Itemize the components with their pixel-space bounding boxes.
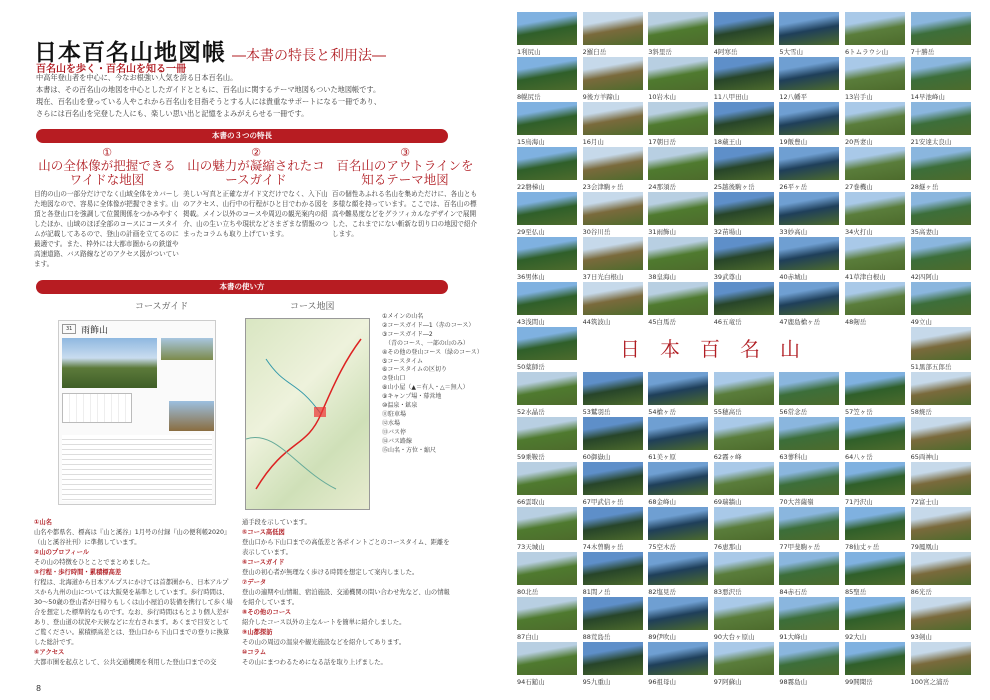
mountain-photo xyxy=(517,147,577,180)
mountain-photo xyxy=(911,282,971,315)
mountain-label: 54槍ヶ岳 xyxy=(648,408,676,416)
legend-item: （青のコース、一部の山のみ） xyxy=(382,339,469,347)
mountain-label: 52水晶岳 xyxy=(517,408,545,416)
mountain-label: 9後方羊蹄山 xyxy=(582,93,620,101)
mountain-photo xyxy=(779,642,839,675)
mountain-photo xyxy=(648,12,708,45)
mountain-photo xyxy=(714,102,774,135)
note-heading: ⑩コラム xyxy=(242,649,267,656)
mountain-label: 68金峰山 xyxy=(648,498,676,506)
mountain-photo xyxy=(583,642,643,675)
mountain-photo xyxy=(517,372,577,405)
sample-photo-small xyxy=(169,401,214,431)
mountain-photo xyxy=(779,12,839,45)
mountain-photo xyxy=(583,102,643,135)
sample-photo-small xyxy=(161,338,213,360)
mountain-photo xyxy=(714,57,774,90)
legend-item: ⑫水場 xyxy=(382,419,401,427)
mountain-photo xyxy=(517,237,577,270)
mountain-label: 99開聞岳 xyxy=(845,678,873,686)
mountain-photo xyxy=(517,552,577,585)
lead-text xyxy=(36,72,476,120)
mountain-label: 40赤城山 xyxy=(779,273,808,281)
mountain-label: 48剱岳 xyxy=(845,318,867,326)
mountain-label: 62霧ヶ峰 xyxy=(713,453,742,461)
mountain-photo xyxy=(779,57,839,90)
mountain-label: 24那須岳 xyxy=(648,183,676,191)
title-text: 日本百名山地図帳 xyxy=(34,40,226,66)
mountain-photo xyxy=(779,282,839,315)
mountain-label: 65両神山 xyxy=(910,453,939,461)
mountain-label: 15鳥海山 xyxy=(517,138,545,146)
mountain-photo xyxy=(583,282,643,315)
mountain-label: 57笠ヶ岳 xyxy=(845,408,873,416)
mountain-photo xyxy=(714,192,774,225)
legend-item: ⑪駐車場 xyxy=(382,410,407,418)
mountain-photo xyxy=(911,12,971,45)
note-heading: ③行程・歩行時間・累積標高差 xyxy=(34,569,122,576)
note-text: 紹介したコース以外の主なルートを簡単に紹介しました。 xyxy=(242,619,406,626)
mountain-label: 98霧島山 xyxy=(779,678,808,686)
mountain-label: 74木曽駒ヶ岳 xyxy=(582,543,624,551)
lead-line: 現在、百名山を登っている人やこれから百名山を目指そうとする人には貴重なサポートになる一冊であり、 xyxy=(36,97,382,106)
mountain-label: 56常念岳 xyxy=(779,408,808,416)
mountain-label: 79鳳凰山 xyxy=(910,543,939,551)
sample-text-block xyxy=(62,435,212,501)
feature-text: 百の個性あふれる名山を集めただけに、各山とも多様な顔を持っています。ここでは、百名山の標高や難易度などをグラフィカルなデザインで展開した、これまでにない斬新な切り口の地図で紹介します。 xyxy=(332,190,478,238)
mountain-label: 27巻機山 xyxy=(845,183,873,191)
feature-text: 美しい写真と正確なガイド文だけでなく、入下山のアクセス、山行中の行程がひと目でわかる図を掲載。メイン以外のコースや周辺の観光案内の紹介、山の生い立ちや現状などさまざまな情報のつまったコラムも取り上げています。 xyxy=(183,190,329,238)
legend-item: ⑨キャンプ場・幕営地 xyxy=(382,393,442,401)
mountain-photo xyxy=(517,102,577,135)
mountain-label: 83悪沢岳 xyxy=(713,588,742,596)
mountain-label: 63蓼科山 xyxy=(779,453,808,461)
notes-right xyxy=(242,518,452,668)
mountain-photo xyxy=(648,597,708,630)
mountain-photo xyxy=(648,417,708,450)
mountain-label: 37日光白根山 xyxy=(582,273,624,281)
mountain-label: 80北岳 xyxy=(517,588,539,596)
mountain-label: 22磐梯山 xyxy=(517,183,545,191)
mountain-label: 72富士山 xyxy=(910,498,939,506)
mountain-photo xyxy=(779,552,839,585)
mountain-photo xyxy=(911,597,971,630)
mountain-photo xyxy=(648,462,708,495)
mountain-label: 88荒島岳 xyxy=(582,633,611,641)
course-guide-sample xyxy=(58,320,216,505)
mountain-photo xyxy=(845,552,905,585)
mountain-label: 89伊吹山 xyxy=(648,633,676,641)
mountain-photo xyxy=(714,237,774,270)
mountain-label: 100宮之浦岳 xyxy=(910,678,950,686)
legend-item: ①メインの山名 xyxy=(382,313,424,320)
mountain-photo xyxy=(714,597,774,630)
mountain-label: 78仙丈ヶ岳 xyxy=(845,543,880,551)
usage-bar: 本書の使い方 xyxy=(36,280,448,294)
mountain-photo xyxy=(648,552,708,585)
mountain-photo xyxy=(779,417,839,450)
mountain-photo xyxy=(517,417,577,450)
mountain-photo xyxy=(648,507,708,540)
note-heading: ②山のプロフィール xyxy=(34,549,90,556)
feature-heading: 山の全体像が把握できるワイドな地図 xyxy=(38,158,176,187)
mountain-photo xyxy=(583,597,643,630)
note-text: 大都市圏を起点として、公共交通機関を利用した登山口までの交 xyxy=(34,659,217,666)
mountain-photo xyxy=(517,507,577,540)
feature-1 xyxy=(34,146,180,269)
note-heading: ⑦データ xyxy=(242,579,267,586)
mountain-label: 49立山 xyxy=(910,318,932,326)
mountain-photo xyxy=(845,192,905,225)
mountain-photo xyxy=(779,507,839,540)
sample-mountain-name: 雨飾山 xyxy=(81,326,109,336)
note-heading: ①山名 xyxy=(34,519,52,526)
legend-item: ⑭バス路線 xyxy=(382,437,413,445)
mountain-label: 42四阿山 xyxy=(910,273,939,281)
note-heading: ④アクセス xyxy=(34,649,65,656)
sample-number: 31 xyxy=(62,324,76,334)
mountain-photo xyxy=(845,57,905,90)
mountain-label: 38皇海山 xyxy=(648,273,676,281)
mountain-photo xyxy=(714,282,774,315)
mountain-label: 19飯豊山 xyxy=(779,138,808,146)
legend-item: ⑩温泉・鉱泉 xyxy=(382,402,418,410)
mountain-label: 30谷川岳 xyxy=(582,228,611,236)
page-subtitle: ―本書の特長と利用法― xyxy=(232,48,386,64)
mountain-photo xyxy=(911,417,971,450)
mountain-photo xyxy=(583,192,643,225)
mountain-photo xyxy=(911,327,971,360)
mountain-photo xyxy=(583,12,643,45)
note-heading: ⑧その他のコース xyxy=(242,609,292,616)
mountain-label: 18蔵王山 xyxy=(713,138,742,146)
mountain-label: 23会津駒ヶ岳 xyxy=(582,183,624,191)
legend-item: ⑬バス停 xyxy=(382,428,407,436)
mountain-label: 2羅臼岳 xyxy=(582,48,607,56)
mountain-photo xyxy=(648,282,708,315)
mountain-photo xyxy=(911,237,971,270)
mountain-label: 28燧ヶ岳 xyxy=(910,183,939,191)
course-guide-label: コースガイド xyxy=(135,302,189,312)
mountain-label: 92大山 xyxy=(845,633,867,641)
mountain-photo xyxy=(779,102,839,135)
feature-number: ③ xyxy=(400,146,410,159)
lead-line: さらには百名山を完登した人にも、楽しい思い出と記憶をよみがえらせる一冊です。 xyxy=(36,109,309,118)
note-text: 行程は、北海道から日本アルプスにかけては首都圏から、日本アルプスから九州の山については大阪発を基準としています。歩行時間は、30～50歳の登山者が日帰りもしくは山小屋泊の装備を携行して歩く場合を想定した標準的なものです。なお、歩行時間はもとより個人差があり、登山道の状況や天候などに左右されます。あくまで目安としてご覧ください。累積標高差とは、登山口から下山口までの登りに換算した総計です。 xyxy=(34,579,233,646)
mountain-photo xyxy=(779,147,839,180)
mountain-label: 26平ヶ岳 xyxy=(779,183,808,191)
mountain-photo xyxy=(845,642,905,675)
mountain-photo xyxy=(714,642,774,675)
mountain-photo xyxy=(648,102,708,135)
mountain-photo xyxy=(845,597,905,630)
mountain-photo xyxy=(845,147,905,180)
mountain-label: 35高妻山 xyxy=(910,228,939,236)
mountain-photo xyxy=(911,642,971,675)
mountain-photo xyxy=(517,462,577,495)
mountain-label: 17朝日岳 xyxy=(648,138,676,146)
mountain-label: 43浅間山 xyxy=(517,318,545,326)
mountain-label: 76恵那山 xyxy=(713,543,742,551)
course-map-sample xyxy=(245,318,370,510)
mountain-photo xyxy=(714,147,774,180)
mountain-label: 45白馬岳 xyxy=(648,318,676,326)
legend-list xyxy=(382,313,492,456)
mountain-label: 70大菩薩嶺 xyxy=(779,498,814,506)
mountain-photo xyxy=(779,597,839,630)
mountain-photo xyxy=(845,372,905,405)
mountain-photo xyxy=(648,147,708,180)
mountain-label: 7十勝岳 xyxy=(910,48,935,56)
mountain-photo xyxy=(583,552,643,585)
note-text: 山名や都県名、標高は『山と溪谷』1月号の付録『山の便利帳2020』（山と溪谷社刊）に準拠しています。 xyxy=(34,529,231,546)
mountain-photo xyxy=(911,552,971,585)
note-heading: ⑤コース高低図 xyxy=(242,529,285,536)
mountain-photo xyxy=(517,57,577,90)
legend-item: ⑦登山口 xyxy=(382,375,406,383)
mountain-photo xyxy=(845,462,905,495)
mountain-photo xyxy=(583,417,643,450)
mountain-photo xyxy=(583,507,643,540)
mountain-label: 8幌尻岳 xyxy=(517,93,541,101)
note-text: 通手段を示しています。 xyxy=(242,519,311,526)
mountain-label: 95九重山 xyxy=(582,678,611,686)
mountain-label: 12八幡平 xyxy=(779,93,808,101)
mountain-photo xyxy=(714,417,774,450)
mountain-photo xyxy=(845,102,905,135)
features-bar: 本書の３つの特長 xyxy=(36,129,448,143)
mountain-photo xyxy=(517,642,577,675)
mountain-label: 4阿寒岳 xyxy=(713,48,738,56)
mountain-label: 53鷲羽岳 xyxy=(582,408,611,416)
mountain-label: 44筑波山 xyxy=(582,318,611,326)
feature-2 xyxy=(183,146,329,239)
mountain-photo xyxy=(714,507,774,540)
mountain-label: 32苗場山 xyxy=(713,228,742,236)
mountain-photo xyxy=(517,282,577,315)
legend-item: ⑤コースタイム xyxy=(382,357,423,365)
mountain-label: 86光岳 xyxy=(910,588,932,596)
course-map-label: コース地図 xyxy=(290,302,335,312)
mountain-label: 39武尊山 xyxy=(713,273,742,281)
mountain-label: 51黒部五郎岳 xyxy=(910,363,952,371)
legend-item: ⑥コースタイムの区切り xyxy=(382,366,447,374)
mountain-label: 6トムラウシ山 xyxy=(845,48,889,56)
mountain-label: 91大峰山 xyxy=(779,633,808,641)
mountain-label: 25越後駒ヶ岳 xyxy=(713,183,755,191)
legend-item: ⑮山名・方位・縮尺 xyxy=(382,446,437,454)
mountain-label: 10岩木山 xyxy=(648,93,676,101)
mountain-photo xyxy=(648,642,708,675)
mountain-label: 46五竜岳 xyxy=(713,318,742,326)
mountain-label: 41草津白根山 xyxy=(845,273,886,281)
legend-item: ⑧山小屋（▲＝有人・△＝無人） xyxy=(382,384,469,392)
mountain-photo xyxy=(911,147,971,180)
mountain-photo xyxy=(911,57,971,90)
page-number: 8 xyxy=(36,684,42,693)
note-heading: ⑥コースガイド xyxy=(242,559,285,566)
mountain-photo xyxy=(583,237,643,270)
note-heading: ⑨山都探訪 xyxy=(242,629,273,636)
mountain-label: 71丹沢山 xyxy=(845,498,873,506)
mountain-photo xyxy=(648,57,708,90)
mountain-photo xyxy=(911,372,971,405)
mountain-photo xyxy=(583,462,643,495)
feature-number: ① xyxy=(102,146,112,159)
note-text: 登山口から下山口までの高低差と各ポイントごとのコースタイム、距離を表示しています。 xyxy=(242,539,450,556)
mountain-photo xyxy=(517,597,577,630)
mountain-label: 90大台ヶ原山 xyxy=(713,633,755,641)
mountain-label: 87白山 xyxy=(517,633,539,641)
mountain-photo xyxy=(517,192,577,225)
mountain-photo xyxy=(583,372,643,405)
mountain-label: 21安達太良山 xyxy=(910,138,952,146)
mountain-label: 50薬師岳 xyxy=(517,363,545,371)
mountain-label: 93剣山 xyxy=(910,633,932,641)
feature-heading: 百名山のアウトラインを知るテーマ地図 xyxy=(336,158,474,187)
mountain-label: 47鹿島槍ヶ岳 xyxy=(779,318,821,326)
mountain-label: 1利尻山 xyxy=(517,48,541,56)
note-text: その山にまつわるためになる話を取り上げました。 xyxy=(242,659,387,666)
mountain-label: 31雨飾山 xyxy=(648,228,676,236)
mountain-photo xyxy=(648,237,708,270)
mountain-photo xyxy=(779,372,839,405)
mountain-photo xyxy=(648,372,708,405)
sample-photo xyxy=(62,338,157,388)
elevation-chart xyxy=(62,393,132,423)
mountain-label: 82塩見岳 xyxy=(648,588,676,596)
mountain-label: 66雲取山 xyxy=(517,498,545,506)
mountain-label: 36男体山 xyxy=(517,273,545,281)
lead-line: 中高年登山者を中心に、今なお根強い人気を誇る日本百名山。 xyxy=(36,73,238,82)
mountain-label: 20吾妻山 xyxy=(845,138,873,146)
mountain-photo xyxy=(779,192,839,225)
mountain-label: 11八甲田山 xyxy=(713,93,749,101)
mountain-label: 13岩手山 xyxy=(845,93,873,101)
mountain-label: 85聖岳 xyxy=(845,588,867,596)
mountain-label: 73天城山 xyxy=(517,543,545,551)
mountain-label: 64八ヶ岳 xyxy=(845,453,873,461)
feature-text: 目的の山の一部分だけでなく山域全体をカバーした地図なので、容易に全体像が把握できます。山頂と各登山口を強調して位置関係をつかみやすくしたほか、山域のほぼ全部のコースにコースタイムが記載してあるので、登山の計画を立てるのに最適です。また、枠外には大都市圏からの鉄道や高速道路、バス路線などのアクセス図がついています。 xyxy=(34,190,180,268)
note-text: 登山の適期や山情報、宿泊施設、交通機関の問い合わせ先など、山の情報を紹介しています。 xyxy=(242,589,450,606)
mountain-label: 16月山 xyxy=(582,138,604,146)
mountain-photo xyxy=(845,12,905,45)
mountain-photo xyxy=(517,327,577,360)
mountain-photo xyxy=(648,192,708,225)
mountain-label: 3斜里岳 xyxy=(648,48,672,56)
feature-number: ② xyxy=(251,146,261,159)
mountain-photo xyxy=(911,507,971,540)
notes-left xyxy=(34,518,234,668)
note-text: 登山の初心者が無理なく歩ける時間を想定して案内しました。 xyxy=(242,569,419,576)
mountain-photo xyxy=(517,12,577,45)
mountain-photo xyxy=(911,102,971,135)
mountain-label: 5大雪山 xyxy=(779,48,804,56)
mountain-label: 75空木岳 xyxy=(648,543,676,551)
mountain-label: 69瑞牆山 xyxy=(713,498,742,506)
map-routes xyxy=(246,319,371,511)
mountain-label: 60御嶽山 xyxy=(582,453,611,461)
mountain-label: 77甲斐駒ヶ岳 xyxy=(779,543,821,551)
mountain-label: 34火打山 xyxy=(845,228,873,236)
center-title: 日本百名山 xyxy=(620,337,820,361)
lead-heading: 百名山を歩く・百名山を知る一冊 xyxy=(36,64,186,75)
mountain-photo xyxy=(779,462,839,495)
legend-item: ③コースガイド―2 xyxy=(382,330,433,338)
mountain-label: 94石鎚山 xyxy=(517,678,545,686)
mountain-photo xyxy=(911,192,971,225)
mountain-label: 81間ノ岳 xyxy=(582,588,611,596)
mountain-label: 97阿蘇山 xyxy=(713,678,742,686)
legend-item: ④その他の登山コース（緑のコース） xyxy=(382,348,483,356)
mountain-photo xyxy=(714,552,774,585)
mountain-photo xyxy=(845,237,905,270)
mountain-label: 33妙高山 xyxy=(779,228,808,236)
mountain-label: 29至仏山 xyxy=(517,228,545,236)
mountain-label: 84赤石岳 xyxy=(779,588,808,596)
mountain-photo xyxy=(845,507,905,540)
legend-item: ②コースガイド―1（赤のコース） xyxy=(382,321,475,329)
mountain-photo xyxy=(714,372,774,405)
mountain-photo xyxy=(714,12,774,45)
mountain-label: 58焼岳 xyxy=(910,408,932,416)
mountain-photo xyxy=(714,462,774,495)
note-text: その山の特徴をひとことでまとめました。 xyxy=(34,559,154,566)
feature-3 xyxy=(332,146,478,239)
note-text: その山の周辺の温泉や観光施設などを紹介してあります。 xyxy=(242,639,406,646)
mountain-photo xyxy=(779,237,839,270)
feature-heading: 山の魅力が凝縮されたコースガイド xyxy=(187,158,325,187)
mountain-photo xyxy=(845,417,905,450)
mountain-label: 96祖母山 xyxy=(648,678,676,686)
mountain-label: 61美ヶ原 xyxy=(648,453,676,461)
mountain-photo xyxy=(583,57,643,90)
mountain-label: 59乗鞍岳 xyxy=(517,453,545,461)
mountain-label: 14早池峰山 xyxy=(910,93,945,101)
mountain-label: 67甲武信ヶ岳 xyxy=(582,498,624,506)
mountain-photo xyxy=(845,282,905,315)
mountain-photo xyxy=(911,462,971,495)
lead-line: 本書は、その百名山の地図を中心としたガイドとともに、百名山に関するテーマ地図もついた地図帳です。 xyxy=(36,85,381,94)
mountain-label: 55穂高岳 xyxy=(713,408,742,416)
mountain-photo xyxy=(583,147,643,180)
